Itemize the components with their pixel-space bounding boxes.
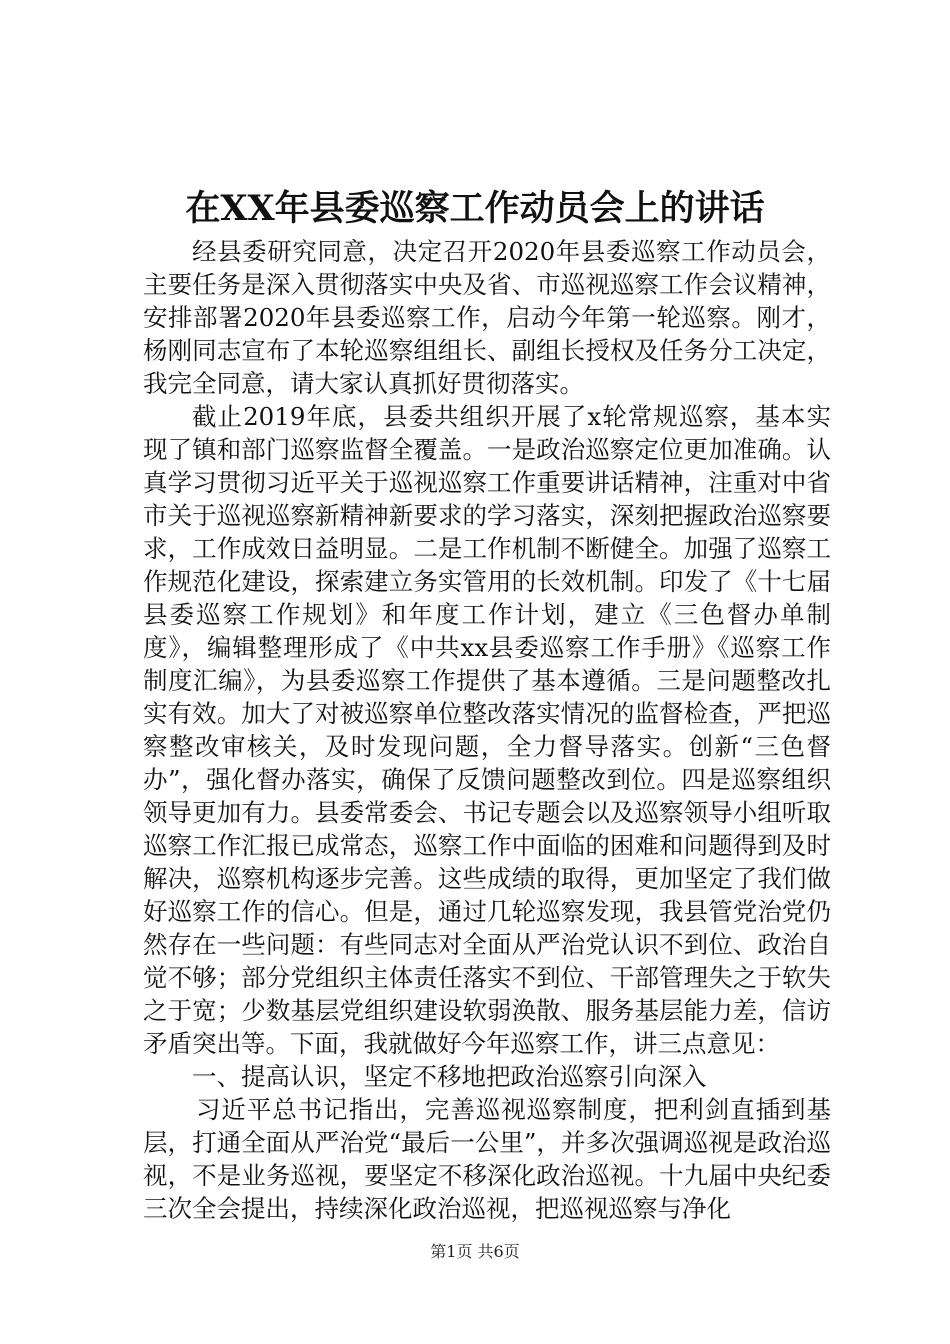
document-title: 在XX年县委巡察工作动员会上的讲话 [185, 188, 765, 229]
paragraph-section-1: 习近平总书记指出，完善巡视巡察制度，把利剑直插到基层，打通全面从严治党“最后一公里”，并多次强调巡视是政治巡视，不是业务巡视，要坚定不移深化政治巡视。十九届中央纪委三次全会提出，持续深化政治巡视，把巡视巡察与净化 [143, 1095, 831, 1223]
paragraph-achievements: 截止2019年底，县委共组织开展了x轮常规巡察，基本实现了镇和部门巡察监督全覆盖。一是政治巡察定位更加准确。认真学习贯彻习近平关于巡视巡察工作重要讲话精神，注重对中省市关于巡视巡察新精神新要求的学习落实，深刻把握政治巡察要求，工作成效日益明显。二是工作机制不断健全。加强了巡察工作规范化建设，探索建立务实管用的长效机制。印发了《十七届县委巡察工作规划》和年度工作计划，建立《三色督办单制度》，编辑整理形成了《中共xx县委巡察工作手册》《巡察工作制度汇编》，为县委巡察工作提供了基本遵循。三是问题整改扎实有效。加大了对被巡察单位整改落实情况的监督检查，严把巡察整改审核关，及时发现问题，全力督导落实。创新“三色督办”，强化督办落实，确保了反馈问题整改到位。四是巡察组织领导更加有力。县委常委会、书记专题会以及巡察领导小组听取巡察工作汇报已成常态，巡察工作中面临的困难和问题得到及时解决，巡察机构逐步完善。这些成绩的取得，更加坚定了我们做好巡察工作的信心。但是，通过几轮巡察发现，我县管党治党仍然存在一些问题：有些同志对全面从严治党认识不到位、政治自觉不够；部分党组织主体责任落实不到位、干部管理失之于软失之于宽；少数基层党组织建设软弱涣散、服务基层能力差，信访矛盾突出等。下面，我就做好今年巡察工作，讲三点意见： [143, 402, 831, 1058]
paragraph-intro: 经县委研究同意，决定召开2020年县委巡察工作动员会，主要任务是深入贯彻落实中央及省、市巡视巡察工作会议精神，安排部署2020年县委巡察工作，启动今年第一轮巡察。刚才，杨刚同志宣布了本轮巡察组组长、副组长授权及任务分工决定，我完全同意，请大家认真抓好贯彻落实。 [143, 237, 831, 398]
section-heading-1: 一、提高认识，坚定不移地把政治巡察引向深入 [192, 1062, 707, 1091]
document-body [143, 235, 831, 1225]
page-number-footer: 第1页 共6页 [430, 1242, 520, 1261]
